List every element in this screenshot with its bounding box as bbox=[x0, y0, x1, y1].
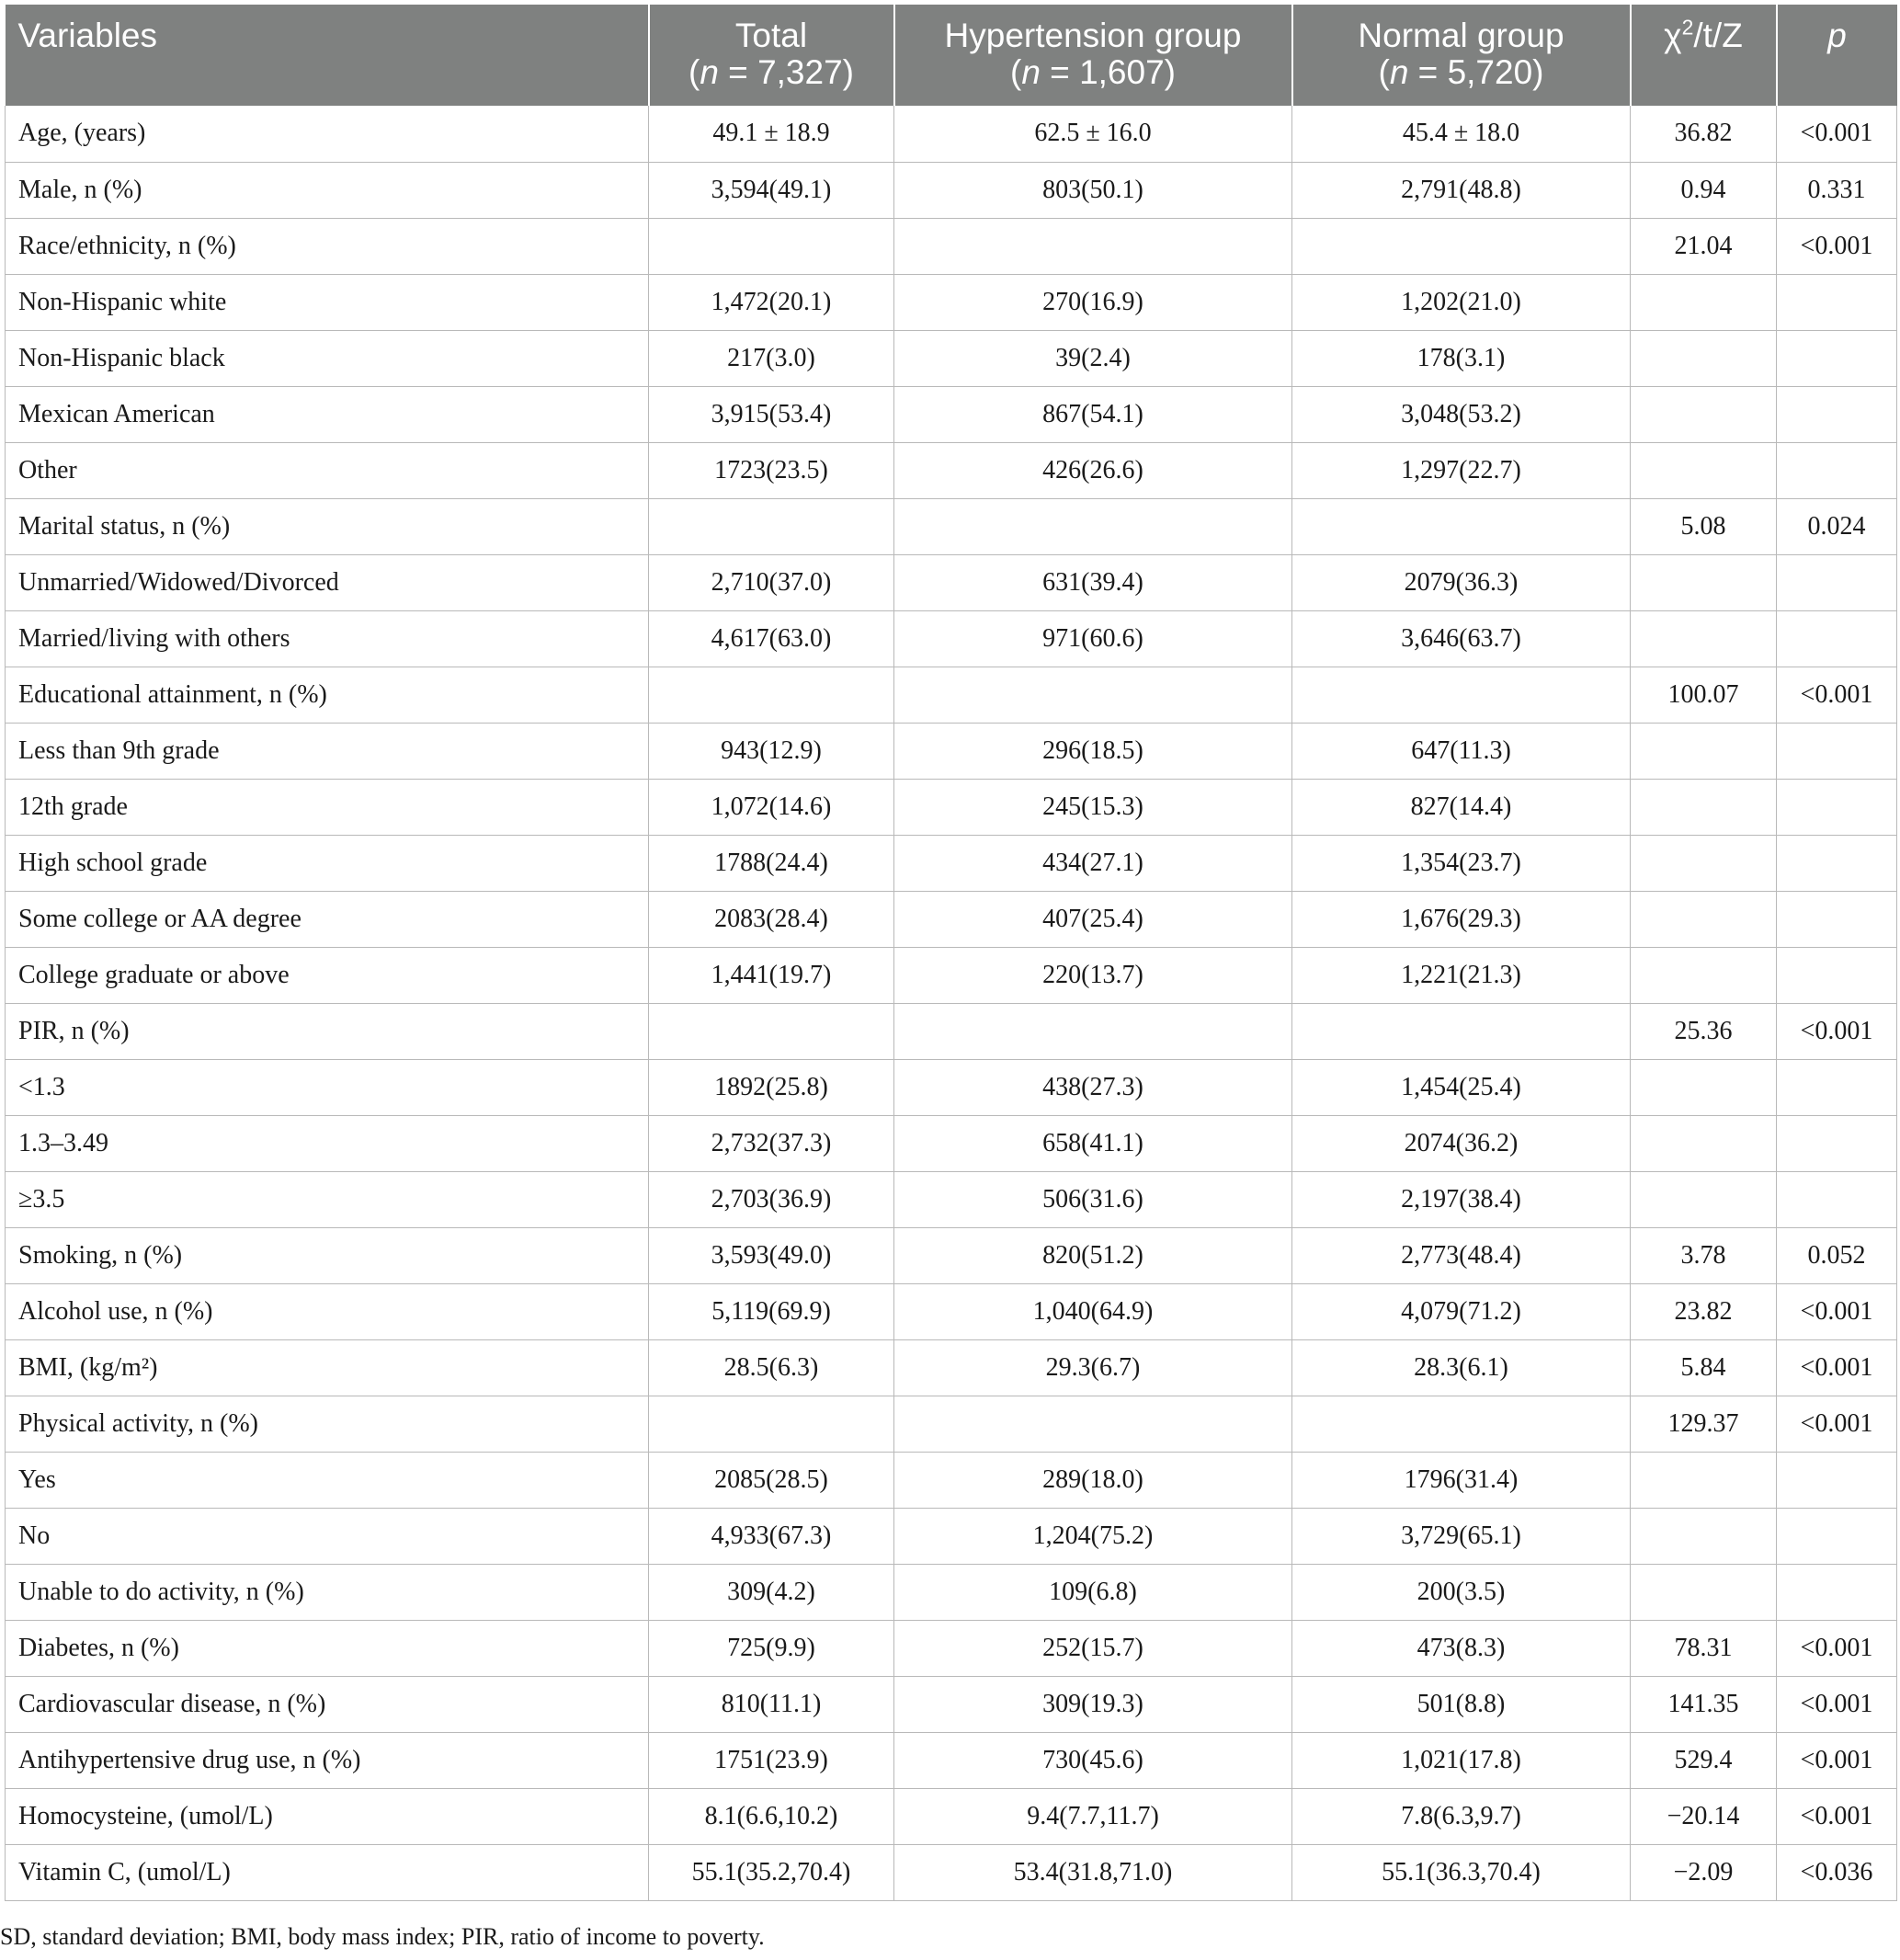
cell-variable: Alcohol use, n (%) bbox=[6, 1283, 649, 1339]
cell-variable: College graduate or above bbox=[6, 947, 649, 1003]
cell-statistic: 25.36 bbox=[1631, 1003, 1777, 1059]
cell-p-value: <0.001 bbox=[1777, 1676, 1897, 1732]
cell-normal: 3,048(53.2) bbox=[1292, 386, 1631, 442]
cell-variable: Race/ethnicity, n (%) bbox=[6, 218, 649, 274]
cell-hypertension: 109(6.8) bbox=[894, 1564, 1292, 1620]
cell-normal: 55.1(36.3,70.4) bbox=[1292, 1844, 1631, 1900]
cell-p-value bbox=[1777, 330, 1897, 386]
cell-variable: Smoking, n (%) bbox=[6, 1227, 649, 1283]
cell-hypertension: 434(27.1) bbox=[894, 835, 1292, 891]
table-row bbox=[6, 1227, 1897, 1283]
cell-normal: 178(3.1) bbox=[1292, 330, 1631, 386]
cell-hypertension: 270(16.9) bbox=[894, 274, 1292, 330]
cell-p-value: 0.052 bbox=[1777, 1227, 1897, 1283]
table-row bbox=[6, 1508, 1897, 1564]
cell-statistic: −20.14 bbox=[1631, 1788, 1777, 1844]
header-p-value: p bbox=[1777, 5, 1897, 106]
cell-p-value: <0.001 bbox=[1777, 218, 1897, 274]
cell-statistic: −2.09 bbox=[1631, 1844, 1777, 1900]
cell-normal: 200(3.5) bbox=[1292, 1564, 1631, 1620]
table-row bbox=[6, 891, 1897, 947]
cell-hypertension bbox=[894, 1396, 1292, 1452]
cell-total: 217(3.0) bbox=[649, 330, 894, 386]
cell-total: 1,472(20.1) bbox=[649, 274, 894, 330]
cell-normal: 827(14.4) bbox=[1292, 779, 1631, 835]
cell-variable: Mexican American bbox=[6, 386, 649, 442]
cell-p-value bbox=[1777, 723, 1897, 779]
cell-normal: 4,079(71.2) bbox=[1292, 1283, 1631, 1339]
cell-hypertension: 971(60.6) bbox=[894, 610, 1292, 667]
table-row bbox=[6, 330, 1897, 386]
cell-variable: Homocysteine, (umol/L) bbox=[6, 1788, 649, 1844]
cell-variable: BMI, (kg/m²) bbox=[6, 1339, 649, 1396]
cell-statistic bbox=[1631, 1115, 1777, 1171]
cell-statistic bbox=[1631, 386, 1777, 442]
table-row bbox=[6, 274, 1897, 330]
cell-statistic: 129.37 bbox=[1631, 1396, 1777, 1452]
table-row bbox=[6, 1732, 1897, 1788]
cell-total: 49.1 ± 18.9 bbox=[649, 106, 894, 162]
cell-hypertension: 730(45.6) bbox=[894, 1732, 1292, 1788]
cell-normal: 647(11.3) bbox=[1292, 723, 1631, 779]
cell-normal: 1,297(22.7) bbox=[1292, 442, 1631, 498]
table-row bbox=[6, 667, 1897, 723]
cell-normal: 3,729(65.1) bbox=[1292, 1508, 1631, 1564]
cell-normal: 1,454(25.4) bbox=[1292, 1059, 1631, 1115]
cell-total: 1723(23.5) bbox=[649, 442, 894, 498]
cell-hypertension: 245(15.3) bbox=[894, 779, 1292, 835]
cell-total: 1892(25.8) bbox=[649, 1059, 894, 1115]
cell-p-value: <0.001 bbox=[1777, 1396, 1897, 1452]
header-variables: Variables bbox=[6, 5, 649, 106]
table-row bbox=[6, 106, 1897, 162]
table-row bbox=[6, 386, 1897, 442]
cell-variable: Educational attainment, n (%) bbox=[6, 667, 649, 723]
cell-p-value: 0.331 bbox=[1777, 162, 1897, 218]
cell-statistic bbox=[1631, 330, 1777, 386]
cell-normal bbox=[1292, 1003, 1631, 1059]
cell-hypertension: 803(50.1) bbox=[894, 162, 1292, 218]
cell-statistic: 21.04 bbox=[1631, 218, 1777, 274]
header-total-label: Total bbox=[734, 17, 808, 54]
cell-p-value: <0.001 bbox=[1777, 1620, 1897, 1676]
header-statistic: $\chi^2/t/Z$ bbox=[1631, 5, 1777, 106]
table-row bbox=[6, 1620, 1897, 1676]
cell-hypertension: 631(39.4) bbox=[894, 554, 1292, 610]
cell-hypertension: 296(18.5) bbox=[894, 723, 1292, 779]
cell-p-value bbox=[1777, 610, 1897, 667]
table-row bbox=[6, 1283, 1897, 1339]
table-row bbox=[6, 1171, 1897, 1227]
cell-hypertension: 1,040(64.9) bbox=[894, 1283, 1292, 1339]
cell-hypertension bbox=[894, 667, 1292, 723]
cell-variable: Vitamin C, (umol/L) bbox=[6, 1844, 649, 1900]
cell-normal: 7.8(6.3,9.7) bbox=[1292, 1788, 1631, 1844]
cell-normal: 2,791(48.8) bbox=[1292, 162, 1631, 218]
cell-total: 3,593(49.0) bbox=[649, 1227, 894, 1283]
cell-total: 943(12.9) bbox=[649, 723, 894, 779]
baseline-characteristics-table bbox=[5, 5, 1900, 1901]
cell-total bbox=[649, 667, 894, 723]
table-row bbox=[6, 554, 1897, 610]
cell-variable: Marital status, n (%) bbox=[6, 498, 649, 554]
table-row bbox=[6, 610, 1897, 667]
cell-statistic: 141.35 bbox=[1631, 1676, 1777, 1732]
cell-normal: 3,646(63.7) bbox=[1292, 610, 1631, 667]
table-row bbox=[6, 1564, 1897, 1620]
cell-statistic bbox=[1631, 274, 1777, 330]
cell-statistic bbox=[1631, 1171, 1777, 1227]
table-row bbox=[6, 1452, 1897, 1508]
cell-statistic: 100.07 bbox=[1631, 667, 1777, 723]
table-row bbox=[6, 1003, 1897, 1059]
cell-variable: Diabetes, n (%) bbox=[6, 1620, 649, 1676]
cell-normal: 2079(36.3) bbox=[1292, 554, 1631, 610]
table-row bbox=[6, 1339, 1897, 1396]
header-hypertension bbox=[894, 5, 1292, 106]
header-normal-label: Normal group bbox=[1358, 17, 1564, 54]
cell-p-value: <0.001 bbox=[1777, 1003, 1897, 1059]
table-row bbox=[6, 162, 1897, 218]
cell-statistic bbox=[1631, 554, 1777, 610]
cell-total: 309(4.2) bbox=[649, 1564, 894, 1620]
cell-normal: 2074(36.2) bbox=[1292, 1115, 1631, 1171]
header-row bbox=[6, 5, 1897, 106]
cell-variable: Physical activity, n (%) bbox=[6, 1396, 649, 1452]
cell-p-value: <0.001 bbox=[1777, 667, 1897, 723]
cell-hypertension: 53.4(31.8,71.0) bbox=[894, 1844, 1292, 1900]
cell-variable: ≥3.5 bbox=[6, 1171, 649, 1227]
cell-statistic: 78.31 bbox=[1631, 1620, 1777, 1676]
cell-total: 3,915(53.4) bbox=[649, 386, 894, 442]
cell-hypertension: 1,204(75.2) bbox=[894, 1508, 1292, 1564]
cell-p-value: 0.024 bbox=[1777, 498, 1897, 554]
cell-variable: High school grade bbox=[6, 835, 649, 891]
cell-p-value bbox=[1777, 1452, 1897, 1508]
cell-hypertension: 820(51.2) bbox=[894, 1227, 1292, 1283]
table-header bbox=[6, 5, 1897, 106]
cell-variable: Some college or AA degree bbox=[6, 891, 649, 947]
cell-hypertension: 9.4(7.7,11.7) bbox=[894, 1788, 1292, 1844]
cell-normal: 1,354(23.7) bbox=[1292, 835, 1631, 891]
cell-variable: Married/living with others bbox=[6, 610, 649, 667]
cell-total: 1,072(14.6) bbox=[649, 779, 894, 835]
cell-p-value bbox=[1777, 779, 1897, 835]
cell-hypertension: 658(41.1) bbox=[894, 1115, 1292, 1171]
cell-total bbox=[649, 218, 894, 274]
cell-total: 1,441(19.7) bbox=[649, 947, 894, 1003]
table-row bbox=[6, 1396, 1897, 1452]
cell-hypertension: 62.5 ± 16.0 bbox=[894, 106, 1292, 162]
cell-p-value: <0.001 bbox=[1777, 1732, 1897, 1788]
cell-statistic: 3.78 bbox=[1631, 1227, 1777, 1283]
cell-variable: Non-Hispanic black bbox=[6, 330, 649, 386]
table-row bbox=[6, 498, 1897, 554]
table-row bbox=[6, 779, 1897, 835]
header-hypertension-n: (n = 1,607) bbox=[1010, 53, 1176, 91]
cell-statistic: 5.08 bbox=[1631, 498, 1777, 554]
cell-variable: Yes bbox=[6, 1452, 649, 1508]
table-row bbox=[6, 1059, 1897, 1115]
cell-hypertension: 309(19.3) bbox=[894, 1676, 1292, 1732]
table-body bbox=[6, 106, 1897, 1900]
table-row bbox=[6, 1676, 1897, 1732]
cell-p-value bbox=[1777, 835, 1897, 891]
cell-p-value bbox=[1777, 442, 1897, 498]
table-row bbox=[6, 1115, 1897, 1171]
cell-hypertension: 407(25.4) bbox=[894, 891, 1292, 947]
cell-normal bbox=[1292, 218, 1631, 274]
cell-statistic bbox=[1631, 723, 1777, 779]
cell-hypertension bbox=[894, 498, 1292, 554]
cell-variable: <1.3 bbox=[6, 1059, 649, 1115]
cell-total bbox=[649, 1003, 894, 1059]
cell-variable: 1.3–3.49 bbox=[6, 1115, 649, 1171]
data-table bbox=[5, 5, 1897, 1901]
cell-p-value bbox=[1777, 1508, 1897, 1564]
table-row bbox=[6, 218, 1897, 274]
cell-normal bbox=[1292, 498, 1631, 554]
cell-statistic bbox=[1631, 1508, 1777, 1564]
header-normal-n: (n = 5,720) bbox=[1378, 53, 1544, 91]
cell-hypertension: 867(54.1) bbox=[894, 386, 1292, 442]
cell-hypertension: 29.3(6.7) bbox=[894, 1339, 1292, 1396]
cell-total: 1788(24.4) bbox=[649, 835, 894, 891]
cell-normal bbox=[1292, 1396, 1631, 1452]
cell-total bbox=[649, 1396, 894, 1452]
cell-p-value: <0.001 bbox=[1777, 106, 1897, 162]
cell-total: 4,933(67.3) bbox=[649, 1508, 894, 1564]
cell-variable: PIR, n (%) bbox=[6, 1003, 649, 1059]
cell-p-value bbox=[1777, 1059, 1897, 1115]
cell-statistic bbox=[1631, 835, 1777, 891]
cell-normal: 1796(31.4) bbox=[1292, 1452, 1631, 1508]
cell-statistic: 23.82 bbox=[1631, 1283, 1777, 1339]
cell-total: 2083(28.4) bbox=[649, 891, 894, 947]
cell-variable: Antihypertensive drug use, n (%) bbox=[6, 1732, 649, 1788]
table-row bbox=[6, 1788, 1897, 1844]
cell-normal: 45.4 ± 18.0 bbox=[1292, 106, 1631, 162]
cell-variable: Unable to do activity, n (%) bbox=[6, 1564, 649, 1620]
cell-normal: 28.3(6.1) bbox=[1292, 1339, 1631, 1396]
cell-variable: Other bbox=[6, 442, 649, 498]
table-row bbox=[6, 1844, 1897, 1900]
cell-p-value bbox=[1777, 1564, 1897, 1620]
cell-total: 8.1(6.6,10.2) bbox=[649, 1788, 894, 1844]
cell-normal: 1,221(21.3) bbox=[1292, 947, 1631, 1003]
cell-p-value: <0.001 bbox=[1777, 1339, 1897, 1396]
cell-total bbox=[649, 498, 894, 554]
cell-statistic: 0.94 bbox=[1631, 162, 1777, 218]
cell-total: 28.5(6.3) bbox=[649, 1339, 894, 1396]
cell-p-value bbox=[1777, 947, 1897, 1003]
cell-p-value bbox=[1777, 1115, 1897, 1171]
table-footnote: SD, standard deviation; BMI, body mass index; PIR, ratio of income to poverty. bbox=[0, 1923, 765, 1950]
cell-hypertension: 39(2.4) bbox=[894, 330, 1292, 386]
header-hypertension-label: Hypertension group bbox=[944, 17, 1242, 54]
cell-total: 55.1(35.2,70.4) bbox=[649, 1844, 894, 1900]
cell-p-value bbox=[1777, 274, 1897, 330]
cell-p-value bbox=[1777, 386, 1897, 442]
cell-normal: 1,021(17.8) bbox=[1292, 1732, 1631, 1788]
cell-variable: Unmarried/Widowed/Divorced bbox=[6, 554, 649, 610]
cell-variable: Age, (years) bbox=[6, 106, 649, 162]
cell-total: 810(11.1) bbox=[649, 1676, 894, 1732]
header-total bbox=[649, 5, 894, 106]
cell-hypertension bbox=[894, 1003, 1292, 1059]
cell-hypertension: 289(18.0) bbox=[894, 1452, 1292, 1508]
cell-total: 5,119(69.9) bbox=[649, 1283, 894, 1339]
cell-statistic: 5.84 bbox=[1631, 1339, 1777, 1396]
cell-normal: 473(8.3) bbox=[1292, 1620, 1631, 1676]
cell-statistic bbox=[1631, 610, 1777, 667]
cell-p-value bbox=[1777, 1171, 1897, 1227]
table-row bbox=[6, 947, 1897, 1003]
cell-statistic: 36.82 bbox=[1631, 106, 1777, 162]
header-total-n: (n = 7,327) bbox=[688, 53, 854, 91]
table-row bbox=[6, 442, 1897, 498]
cell-p-value bbox=[1777, 554, 1897, 610]
cell-hypertension bbox=[894, 218, 1292, 274]
cell-hypertension: 506(31.6) bbox=[894, 1171, 1292, 1227]
cell-p-value: <0.001 bbox=[1777, 1283, 1897, 1339]
cell-variable: No bbox=[6, 1508, 649, 1564]
cell-variable: Less than 9th grade bbox=[6, 723, 649, 779]
table-row bbox=[6, 835, 1897, 891]
cell-p-value: <0.036 bbox=[1777, 1844, 1897, 1900]
cell-statistic bbox=[1631, 779, 1777, 835]
cell-normal bbox=[1292, 667, 1631, 723]
cell-variable: Cardiovascular disease, n (%) bbox=[6, 1676, 649, 1732]
cell-normal: 501(8.8) bbox=[1292, 1676, 1631, 1732]
cell-hypertension: 426(26.6) bbox=[894, 442, 1292, 498]
cell-variable: Male, n (%) bbox=[6, 162, 649, 218]
cell-statistic bbox=[1631, 1564, 1777, 1620]
cell-statistic bbox=[1631, 442, 1777, 498]
cell-total: 2,703(36.9) bbox=[649, 1171, 894, 1227]
cell-total: 2085(28.5) bbox=[649, 1452, 894, 1508]
cell-normal: 2,773(48.4) bbox=[1292, 1227, 1631, 1283]
cell-variable: Non-Hispanic white bbox=[6, 274, 649, 330]
cell-statistic: 529.4 bbox=[1631, 1732, 1777, 1788]
cell-hypertension: 438(27.3) bbox=[894, 1059, 1292, 1115]
cell-statistic bbox=[1631, 947, 1777, 1003]
cell-total: 725(9.9) bbox=[649, 1620, 894, 1676]
cell-statistic bbox=[1631, 1452, 1777, 1508]
cell-total: 3,594(49.1) bbox=[649, 162, 894, 218]
header-normal bbox=[1292, 5, 1631, 106]
cell-hypertension: 252(15.7) bbox=[894, 1620, 1292, 1676]
cell-hypertension: 220(13.7) bbox=[894, 947, 1292, 1003]
cell-normal: 1,202(21.0) bbox=[1292, 274, 1631, 330]
cell-total: 2,732(37.3) bbox=[649, 1115, 894, 1171]
cell-total: 2,710(37.0) bbox=[649, 554, 894, 610]
cell-normal: 1,676(29.3) bbox=[1292, 891, 1631, 947]
cell-statistic bbox=[1631, 1059, 1777, 1115]
cell-total: 4,617(63.0) bbox=[649, 610, 894, 667]
cell-variable: 12th grade bbox=[6, 779, 649, 835]
cell-p-value: <0.001 bbox=[1777, 1788, 1897, 1844]
cell-total: 1751(23.9) bbox=[649, 1732, 894, 1788]
table-row bbox=[6, 723, 1897, 779]
cell-normal: 2,197(38.4) bbox=[1292, 1171, 1631, 1227]
cell-statistic bbox=[1631, 891, 1777, 947]
cell-p-value bbox=[1777, 891, 1897, 947]
